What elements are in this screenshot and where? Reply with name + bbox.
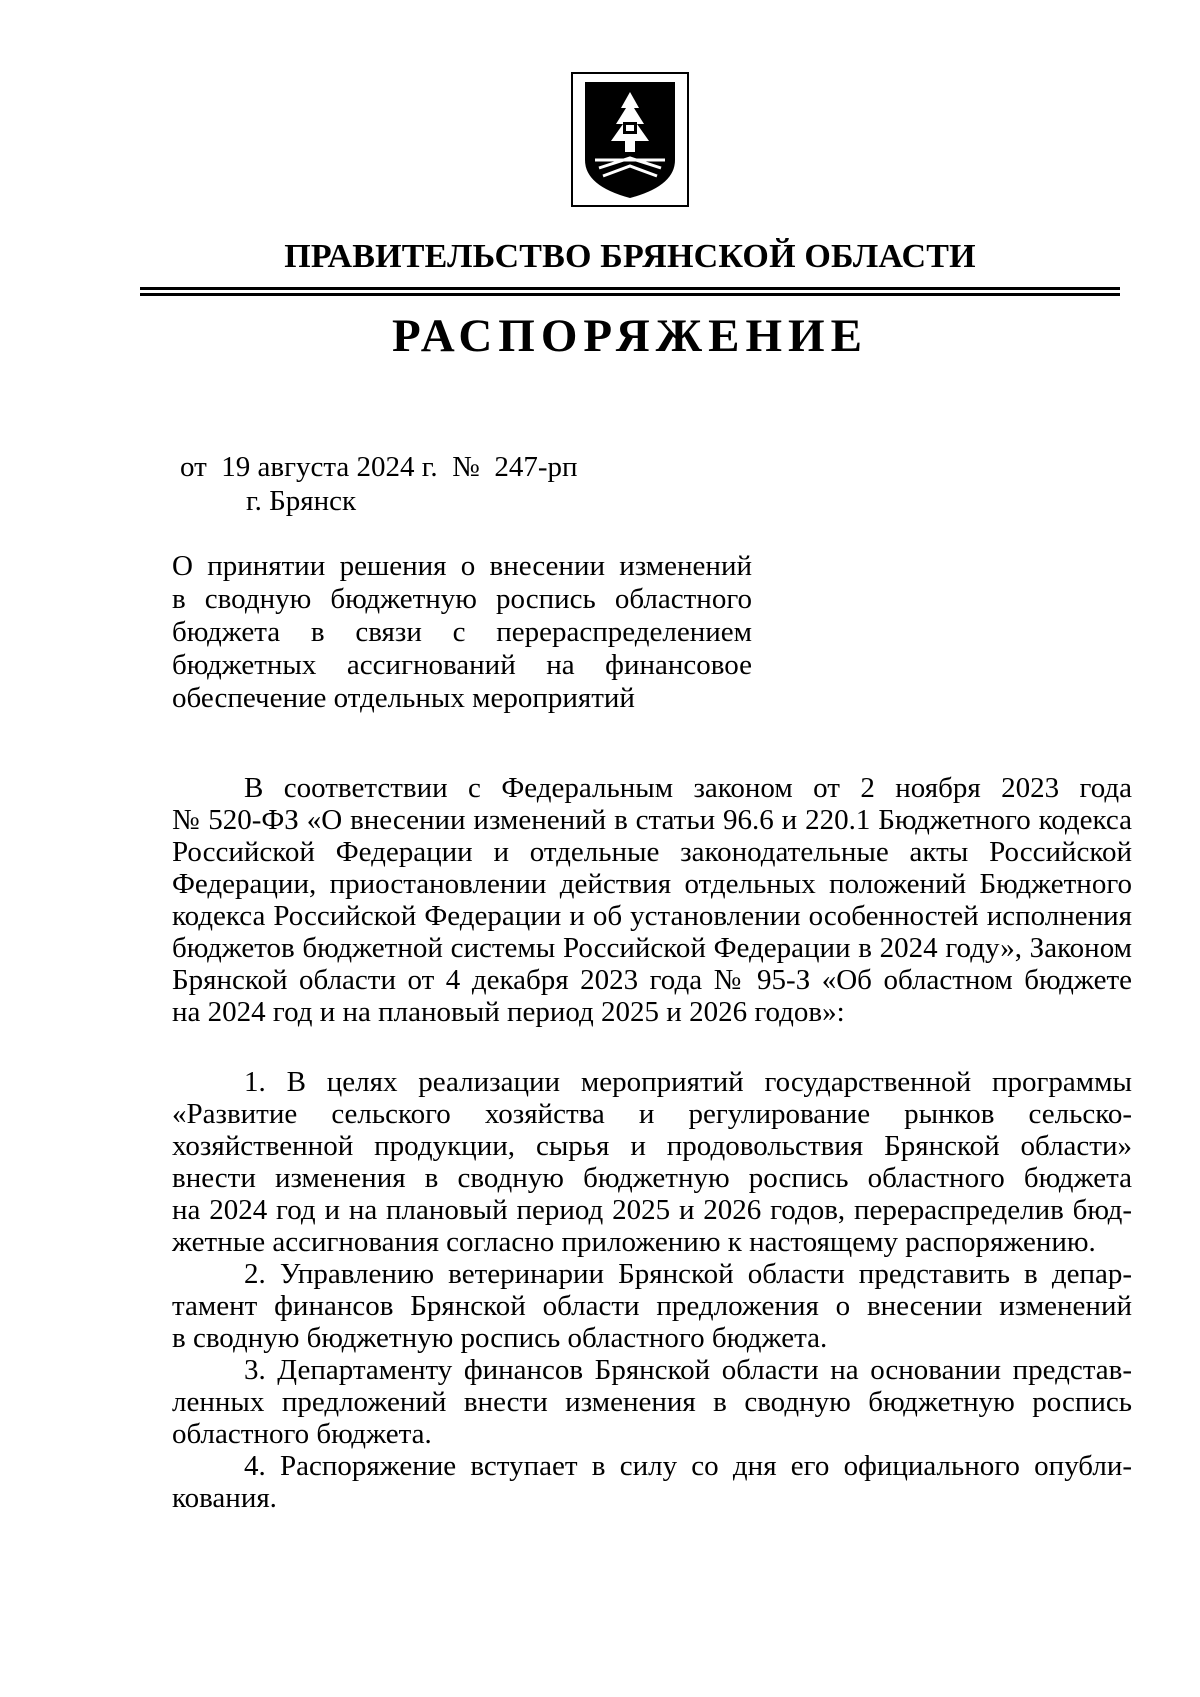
bryansk-coat-of-arms-icon [571,72,689,207]
item-1-line: внести изменения в сводную бюджетную роспись областного бюджета [172,1162,1132,1194]
document-type-title: РАСПОРЯЖЕНИЕ [392,310,868,362]
subject-line: в сводную бюджетную роспись областного [172,583,752,615]
item-1-line: на 2024 год и на плановый период 2025 и 2026 годов, перераспределив бюд- [172,1194,1132,1226]
document-date-number: от 19 августа 2024 г. № 247-рп [180,451,578,483]
organization-title: ПРАВИТЕЛЬСТВО БРЯНСКОЙ ОБЛАСТИ [284,238,976,275]
item-3-line: 3. Департаменту финансов Брянской области на основании представ- [244,1354,1132,1386]
header-divider [140,287,1120,296]
item-1-line: хозяйственной продукции, сырья и продовольствия Брянской области» [172,1130,1132,1162]
preamble-line: Брянской области от 4 декабря 2023 года № 95-З «Об областном бюджете [172,964,1132,996]
subject-line: бюджета в связи с перераспределением [172,616,752,648]
item-2-line: 2. Управлению ветеринарии Брянской области представить в депар- [244,1258,1132,1290]
preamble-line: № 520-ФЗ «О внесении изменений в статьи 96.6 и 220.1 Бюджетного кодекса [172,804,1132,836]
item-2-line: тамент финансов Брянской области предложения о внесении изменений [172,1290,1132,1322]
preamble-line: на 2024 год и на плановый период 2025 и 2026 годов»: [172,996,845,1028]
document-city: г. Брянск [246,485,357,517]
preamble-line: Федерации, приостановлении действия отдельных положений Бюджетного [172,868,1132,900]
paragraph-gap [172,1028,1132,1066]
item-2-line: в сводную бюджетную роспись областного бюджета. [172,1322,828,1354]
coat-of-arms-graphic [573,74,687,205]
item-1-line: «Развитие сельского хозяйства и регулирование рынков сельско- [172,1098,1132,1130]
item-3-line: областного бюджета. [172,1418,432,1450]
subject-line: бюджетных ассигнований на финансовое [172,649,752,681]
item-4-line: кования. [172,1482,277,1514]
document-body [172,772,1132,1514]
document-subject [172,550,752,715]
preamble-line: бюджетов бюджетной системы Российской Федерации в 2024 году», Законом [172,932,1132,964]
item-1-line: жетные ассигнования согласно приложению к настоящему распоряжению. [172,1226,1096,1258]
preamble-line: кодекса Российской Федерации и об установлении особенностей исполнения [172,900,1132,932]
preamble-line: Российской Федерации и отдельные законодательные акты Российской [172,836,1132,868]
preamble-line: В соответствии с Федеральным законом от 2 ноября 2023 года [244,772,1132,804]
item-3-line: ленных предложений внести изменения в сводную бюджетную роспись [172,1386,1132,1418]
item-1-line: 1. В целях реализации мероприятий государственной программы [244,1066,1132,1098]
item-4-line: 4. Распоряжение вступает в силу со дня его официального опубли- [244,1450,1132,1482]
subject-line: О принятии решения о внесении изменений [172,550,752,582]
subject-line: обеспечение отдельных мероприятий [172,682,635,714]
